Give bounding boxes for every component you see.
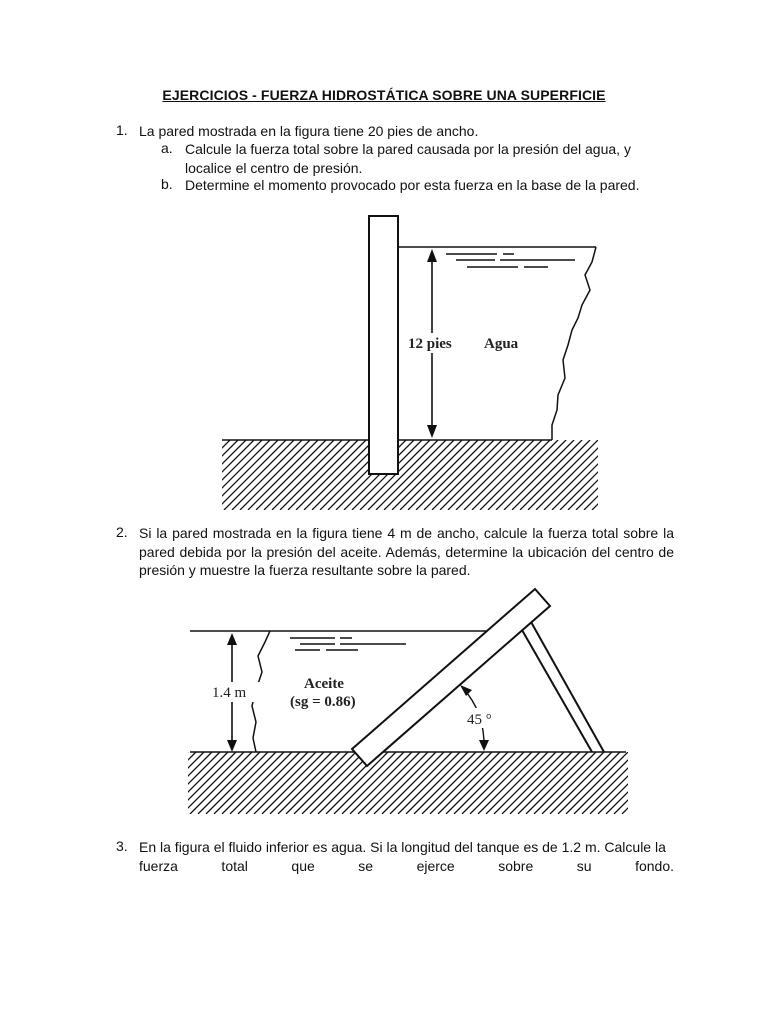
hatch-line [326,752,388,814]
hatch-line [614,752,676,814]
hatch-line [590,752,652,814]
hatch-line [608,440,678,510]
hatch-line [422,752,484,814]
hatch-line [160,440,230,510]
hatch-line [662,752,724,814]
hatch-line [638,752,700,814]
hatch-line [166,752,228,814]
hatch-line [664,440,734,510]
hatch-line [616,440,686,510]
hatch-line [632,440,702,510]
hatch-line [126,752,188,814]
hatch-line [246,752,308,814]
hatch-line [286,752,348,814]
figure-2-arrow-bottom [227,740,237,752]
hatch-line [534,752,596,814]
figure-2-arrow-top [227,633,237,645]
figure-2-sg-label: (sg = 0.86) [290,694,356,710]
hatch-line [678,752,740,814]
hatch-line [670,752,732,814]
hatch-line [366,752,428,814]
figure-1-arrow-bottom [427,425,437,438]
hatch-line [624,440,694,510]
problem-1-text: La pared mostrada en la figura tiene 20 pies de ancho. [139,123,479,139]
hatch-line [654,752,716,814]
hatch-line [254,752,316,814]
problem-1b-text: Determine el momento provocado por esta fuerza en la base de la pared. [185,177,640,193]
figure-2-strut-inner [522,630,592,752]
hatch-line [478,752,540,814]
hatch-line [446,752,508,814]
hatch-line [406,752,468,814]
hatch-line [646,752,708,814]
hatch-line [174,752,236,814]
problem-1-number: 1. [116,122,128,138]
hatch-line [454,752,516,814]
hatch-line [222,752,284,814]
hatch-line [134,752,196,814]
hatch-line [278,752,340,814]
hatch-line [622,752,684,814]
hatch-line [574,752,636,814]
hatch-line [270,752,332,814]
problem-2-text: Si la pared mostrada en la figura tiene 4 m de ancho, calcule la fuerza total sobre la pared debida por la presión del aceite. Además, determine la ubicación del centro de presión y muestre la fuerza resultante sobre la pared. [139,525,674,578]
hatch-line [150,752,212,814]
problem-1a-label: a. [161,140,173,156]
hatch-line [558,752,620,814]
problem-1a-text: Calcule la fuerza total sobre la pared causada por la presión del agua, y localice el centro de presión. [185,141,631,176]
hatch-line [606,752,668,814]
hatch-line [486,752,548,814]
hatch-line [182,752,244,814]
hatch-line [582,752,644,814]
hatch-line [462,752,524,814]
hatch-line [142,752,204,814]
hatch-line [630,752,692,814]
hatch-line [374,752,436,814]
problem-3-line1: En la figura el fluido inferior es agua. Si la longitud del tanque es de 1.2 m. Calcule la [139,839,666,855]
hatch-line [600,440,670,510]
hatch-line [640,440,710,510]
hatch-line [152,440,222,510]
hatch-line [430,752,492,814]
hatch-line [350,752,412,814]
hatch-line [158,752,220,814]
figure-1-arrow-top [427,249,437,262]
hatch-line [414,752,476,814]
problem-2-number: 2. [116,524,128,540]
hatch-line [470,752,532,814]
figure-1-ground-hatch [152,440,734,510]
page-title: EJERCICIOS - FUERZA HIDROSTÁTICA SOBRE UNA SUPERFICIE [162,87,606,103]
problem-3-line2: fuerza total que se ejerce sobre su fondo. [139,858,674,874]
problem-3-number: 3. [116,838,128,854]
figure-2-inclined-wall [352,589,550,766]
figure-1-surface-ripples [446,254,575,267]
hatch-line [230,752,292,814]
hatch-line [438,752,500,814]
hatch-line [262,752,324,814]
hatch-line [550,752,612,814]
hatch-line [302,752,364,814]
figure-2-strut-outer [526,613,604,752]
hatch-line [686,752,748,814]
figure-2-ground-hatch [126,752,748,814]
hatch-line [598,752,660,814]
hatch-line [542,752,604,814]
hatch-line [648,440,718,510]
figure-2-height-label: 1.4 m [212,685,247,701]
hatch-line [238,752,300,814]
hatch-line [382,752,444,814]
hatch-line [526,752,588,814]
figure-2-angle-arrow-bottom [479,740,489,751]
hatch-line [592,440,662,510]
hatch-line [566,752,628,814]
hatch-line [198,752,260,814]
hatch-line [214,752,276,814]
hatch-line [398,752,460,814]
figure-1-water-break-edge [552,247,596,440]
figure-1-wall [369,216,398,474]
hatch-line [494,752,556,814]
hatch-line [190,752,252,814]
hatch-line [206,752,268,814]
figure-2-angle-label: 45 ° [467,712,492,728]
hatch-line [518,752,580,814]
hatch-line [390,752,452,814]
figure-2-surface-ripples [290,638,406,650]
figure-1-fluid-label: Agua [484,336,519,352]
hatch-line [510,752,572,814]
problem-1b-label: b. [161,176,173,192]
hatch-line [294,752,356,814]
figure-1-height-label: 12 pies [408,336,452,352]
hatch-line [656,440,726,510]
figure-2-angle-arrow-top [460,685,472,696]
figure-2-fluid-label: Aceite [304,676,344,692]
hatch-line [502,752,564,814]
